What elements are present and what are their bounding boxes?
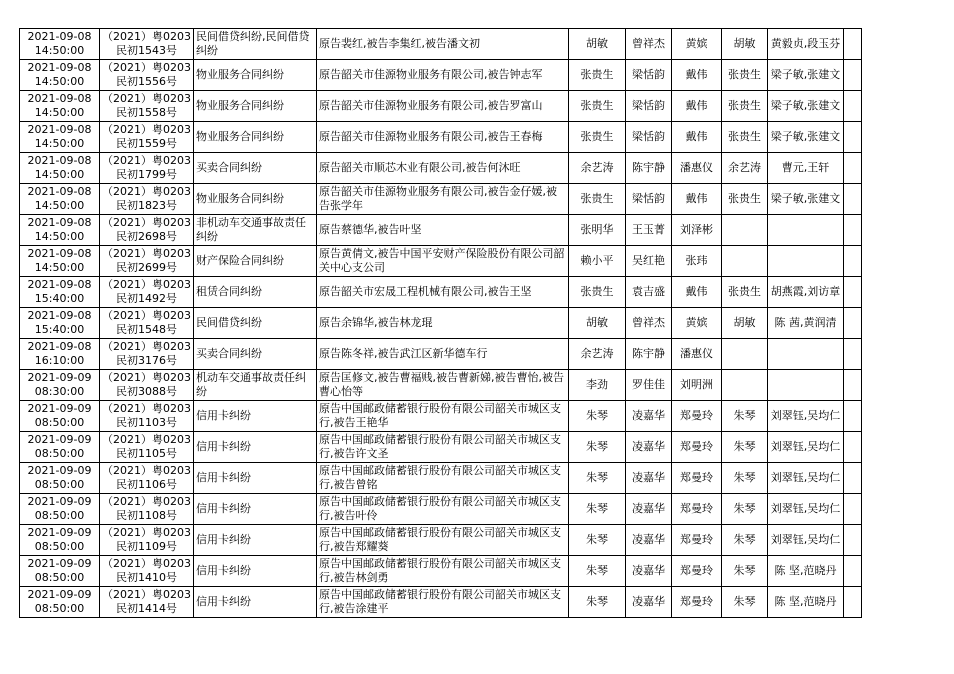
clerk-cell: 黄嫔 xyxy=(672,308,722,339)
panel-member-cell: 袁吉盛 xyxy=(626,277,672,308)
case-number-line: （2021）粤0203 xyxy=(102,154,191,167)
presiding-cell xyxy=(722,246,768,277)
table-row xyxy=(20,587,862,618)
table-row xyxy=(20,277,862,308)
case-number-cell xyxy=(100,153,194,184)
case-number-cell xyxy=(100,308,194,339)
hearing-time-line: 2021-09-08 xyxy=(27,154,92,167)
hearing-time-line: 2021-09-09 xyxy=(27,526,92,539)
hearing-time-line: 2021-09-08 xyxy=(27,61,92,74)
lawyers-cell: 陈 坚,范晓丹 xyxy=(768,587,844,618)
lawyers-cell: 陈 茜,黄润清 xyxy=(768,308,844,339)
case-cause-cell: 非机动车交通事故责任纠纷 xyxy=(194,215,317,246)
case-number-cell xyxy=(100,246,194,277)
case-cause-cell: 机动车交通事故责任纠纷 xyxy=(194,370,317,401)
blank-cell xyxy=(844,122,862,153)
table-row xyxy=(20,60,862,91)
hearing-time-line: 2021-09-08 xyxy=(27,30,92,43)
panel-member-cell: 曾祥杰 xyxy=(626,308,672,339)
blank-cell xyxy=(844,463,862,494)
case-number-cell xyxy=(100,401,194,432)
parties-cell: 原告裴红,被告李集红,被告潘文初 xyxy=(317,29,569,60)
case-number-line: 民初3176号 xyxy=(116,354,177,367)
case-cause-cell: 物业服务合同纠纷 xyxy=(194,122,317,153)
case-number-line: （2021）粤0203 xyxy=(102,278,191,291)
lawyers-cell: 梁子敏,张建文 xyxy=(768,184,844,215)
presiding-cell: 胡敏 xyxy=(722,308,768,339)
lawyers-cell xyxy=(768,370,844,401)
case-cause-cell: 买卖合同纠纷 xyxy=(194,153,317,184)
case-number-line: 民初1556号 xyxy=(116,75,177,88)
parties-cell: 原告匡修文,被告曹福贱,被告曹新娣,被告曹怡,被告曹心怡等 xyxy=(317,370,569,401)
table-row xyxy=(20,339,862,370)
case-number-line: （2021）粤0203 xyxy=(102,433,191,446)
case-number-cell xyxy=(100,29,194,60)
hearing-time-line: 08:30:00 xyxy=(34,385,85,398)
case-cause-cell: 民间借贷纠纷 xyxy=(194,308,317,339)
judge-cell: 张明华 xyxy=(569,215,626,246)
hearing-time-line: 14:50:00 xyxy=(34,168,85,181)
clerk-cell: 潘惠仪 xyxy=(672,339,722,370)
case-number-line: （2021）粤0203 xyxy=(102,92,191,105)
lawyers-cell xyxy=(768,215,844,246)
presiding-cell: 张贵生 xyxy=(722,60,768,91)
hearing-time-cell xyxy=(20,29,100,60)
hearing-time-line: 2021-09-09 xyxy=(27,433,92,446)
case-number-line: （2021）粤0203 xyxy=(102,371,191,384)
hearing-time-line: 15:40:00 xyxy=(34,292,85,305)
case-number-cell xyxy=(100,184,194,215)
presiding-cell: 余艺涛 xyxy=(722,153,768,184)
clerk-cell: 戴伟 xyxy=(672,277,722,308)
panel-member-cell: 凌嘉华 xyxy=(626,401,672,432)
case-cause-cell: 民间借贷纠纷,民间借贷纠纷 xyxy=(194,29,317,60)
case-cause-cell: 租赁合同纠纷 xyxy=(194,277,317,308)
table-row xyxy=(20,494,862,525)
hearing-time-line: 14:50:00 xyxy=(34,199,85,212)
parties-cell: 原告中国邮政储蓄银行股份有限公司韶关市城区支行,被告郑耀葵 xyxy=(317,525,569,556)
hearing-time-cell xyxy=(20,339,100,370)
case-number-line: 民初1105号 xyxy=(116,447,177,460)
case-cause-cell: 信用卡纠纷 xyxy=(194,556,317,587)
panel-member-cell: 梁恬韵 xyxy=(626,122,672,153)
hearing-time-line: 2021-09-08 xyxy=(27,278,92,291)
table-row xyxy=(20,308,862,339)
presiding-cell: 胡敏 xyxy=(722,29,768,60)
table-row xyxy=(20,525,862,556)
hearing-time-line: 15:40:00 xyxy=(34,323,85,336)
judge-cell: 张贵生 xyxy=(569,184,626,215)
hearing-time-line: 08:50:00 xyxy=(34,416,85,429)
clerk-cell: 郑曼玲 xyxy=(672,525,722,556)
case-number-line: 民初1108号 xyxy=(116,509,177,522)
table-row xyxy=(20,401,862,432)
blank-cell xyxy=(844,401,862,432)
blank-cell xyxy=(844,494,862,525)
parties-cell: 原告陈冬祥,被告武江区新华德车行 xyxy=(317,339,569,370)
case-number-line: （2021）粤0203 xyxy=(102,216,191,229)
case-cause-cell: 物业服务合同纠纷 xyxy=(194,91,317,122)
hearing-time-line: 2021-09-08 xyxy=(27,216,92,229)
lawyers-cell: 刘翠钰,吴均仁 xyxy=(768,432,844,463)
blank-cell xyxy=(844,556,862,587)
hearing-time-line: 14:50:00 xyxy=(34,75,85,88)
panel-member-cell: 王玉菁 xyxy=(626,215,672,246)
presiding-cell: 朱琴 xyxy=(722,525,768,556)
judge-cell: 朱琴 xyxy=(569,432,626,463)
hearing-time-line: 08:50:00 xyxy=(34,509,85,522)
case-number-cell xyxy=(100,587,194,618)
table-row xyxy=(20,556,862,587)
case-number-line: （2021）粤0203 xyxy=(102,309,191,322)
panel-member-cell: 吴红艳 xyxy=(626,246,672,277)
parties-cell: 原告韶关市佳源物业服务有限公司,被告罗富山 xyxy=(317,91,569,122)
parties-cell: 原告韶关市佳源物业服务有限公司,被告王春梅 xyxy=(317,122,569,153)
parties-cell: 原告韶关市顺芯木业有限公司,被告何沐旺 xyxy=(317,153,569,184)
clerk-cell: 潘惠仪 xyxy=(672,153,722,184)
hearing-time-cell xyxy=(20,277,100,308)
hearing-time-line: 08:50:00 xyxy=(34,602,85,615)
table-row xyxy=(20,463,862,494)
blank-cell xyxy=(844,60,862,91)
case-number-line: （2021）粤0203 xyxy=(102,526,191,539)
blank-cell xyxy=(844,339,862,370)
hearing-time-cell xyxy=(20,60,100,91)
hearing-time-line: 2021-09-09 xyxy=(27,588,92,601)
case-number-line: （2021）粤0203 xyxy=(102,30,191,43)
panel-member-cell: 凌嘉华 xyxy=(626,525,672,556)
blank-cell xyxy=(844,215,862,246)
case-number-cell xyxy=(100,463,194,494)
hearing-time-line: 2021-09-09 xyxy=(27,371,92,384)
panel-member-cell: 凌嘉华 xyxy=(626,587,672,618)
hearing-time-line: 2021-09-08 xyxy=(27,123,92,136)
clerk-cell: 戴伟 xyxy=(672,122,722,153)
case-cause-cell: 买卖合同纠纷 xyxy=(194,339,317,370)
hearing-time-line: 2021-09-09 xyxy=(27,495,92,508)
case-number-line: 民初1543号 xyxy=(116,44,177,57)
presiding-cell: 朱琴 xyxy=(722,587,768,618)
table-row xyxy=(20,91,862,122)
case-number-cell xyxy=(100,277,194,308)
clerk-cell: 戴伟 xyxy=(672,60,722,91)
parties-cell: 原告黄倩文,被告中国平安财产保险股份有限公司韶关中心支公司 xyxy=(317,246,569,277)
table-row xyxy=(20,370,862,401)
hearing-time-cell xyxy=(20,494,100,525)
hearing-time-line: 2021-09-09 xyxy=(27,402,92,415)
hearing-time-cell xyxy=(20,153,100,184)
table-row xyxy=(20,122,862,153)
hearing-schedule-table xyxy=(19,28,862,618)
hearing-time-line: 14:50:00 xyxy=(34,230,85,243)
case-cause-cell: 信用卡纠纷 xyxy=(194,432,317,463)
hearing-time-line: 08:50:00 xyxy=(34,478,85,491)
judge-cell: 朱琴 xyxy=(569,556,626,587)
parties-cell: 原告中国邮政储蓄银行股份有限公司韶关市城区支行,被告叶伶 xyxy=(317,494,569,525)
case-number-cell xyxy=(100,91,194,122)
panel-member-cell: 曾祥杰 xyxy=(626,29,672,60)
judge-cell: 张贵生 xyxy=(569,122,626,153)
case-number-line: （2021）粤0203 xyxy=(102,247,191,260)
hearing-time-line: 2021-09-08 xyxy=(27,340,92,353)
hearing-time-line: 2021-09-08 xyxy=(27,247,92,260)
panel-member-cell: 梁恬韵 xyxy=(626,91,672,122)
case-number-line: （2021）粤0203 xyxy=(102,61,191,74)
hearing-time-line: 2021-09-08 xyxy=(27,185,92,198)
table-row xyxy=(20,153,862,184)
judge-cell: 朱琴 xyxy=(569,587,626,618)
lawyers-cell: 黄毅贞,段玉芬 xyxy=(768,29,844,60)
table-row xyxy=(20,246,862,277)
blank-cell xyxy=(844,29,862,60)
parties-cell: 原告中国邮政储蓄银行股份有限公司韶关市城区支行,被告曾铭 xyxy=(317,463,569,494)
case-number-cell xyxy=(100,339,194,370)
blank-cell xyxy=(844,91,862,122)
lawyers-cell: 刘翠钰,吴均仁 xyxy=(768,494,844,525)
case-number-cell xyxy=(100,494,194,525)
panel-member-cell: 凌嘉华 xyxy=(626,463,672,494)
judge-cell: 张贵生 xyxy=(569,60,626,91)
hearing-time-line: 14:50:00 xyxy=(34,261,85,274)
case-number-line: （2021）粤0203 xyxy=(102,557,191,570)
blank-cell xyxy=(844,277,862,308)
panel-member-cell: 凌嘉华 xyxy=(626,556,672,587)
case-number-line: 民初2699号 xyxy=(116,261,177,274)
case-number-cell xyxy=(100,525,194,556)
clerk-cell: 戴伟 xyxy=(672,91,722,122)
parties-cell: 原告中国邮政储蓄银行股份有限公司韶关市城区支行,被告涂建平 xyxy=(317,587,569,618)
hearing-time-cell xyxy=(20,463,100,494)
hearing-time-cell xyxy=(20,587,100,618)
case-number-line: （2021）粤0203 xyxy=(102,464,191,477)
judge-cell: 胡敏 xyxy=(569,29,626,60)
case-number-line: （2021）粤0203 xyxy=(102,185,191,198)
parties-cell: 原告余锦华,被告林龙琨 xyxy=(317,308,569,339)
case-number-cell xyxy=(100,556,194,587)
presiding-cell: 张贵生 xyxy=(722,277,768,308)
case-number-line: （2021）粤0203 xyxy=(102,495,191,508)
case-number-line: 民初1548号 xyxy=(116,323,177,336)
table-row xyxy=(20,215,862,246)
hearing-time-line: 14:50:00 xyxy=(34,106,85,119)
case-cause-cell: 信用卡纠纷 xyxy=(194,525,317,556)
clerk-cell: 郑曼玲 xyxy=(672,556,722,587)
case-number-line: 民初1559号 xyxy=(116,137,177,150)
clerk-cell: 黄嫔 xyxy=(672,29,722,60)
case-cause-cell: 财产保险合同纠纷 xyxy=(194,246,317,277)
case-number-cell xyxy=(100,432,194,463)
case-number-line: 民初1492号 xyxy=(116,292,177,305)
clerk-cell: 刘泽彬 xyxy=(672,215,722,246)
parties-cell: 原告中国邮政储蓄银行股份有限公司韶关市城区支行,被告王艳华 xyxy=(317,401,569,432)
case-cause-cell: 信用卡纠纷 xyxy=(194,587,317,618)
panel-member-cell: 凌嘉华 xyxy=(626,494,672,525)
presiding-cell: 张贵生 xyxy=(722,184,768,215)
case-number-line: 民初3088号 xyxy=(116,385,177,398)
hearing-time-line: 2021-09-08 xyxy=(27,92,92,105)
panel-member-cell: 罗佳佳 xyxy=(626,370,672,401)
parties-cell: 原告韶关市佳源物业服务有限公司,被告金仔媛,被告张学年 xyxy=(317,184,569,215)
case-number-line: 民初1103号 xyxy=(116,416,177,429)
case-number-line: （2021）粤0203 xyxy=(102,588,191,601)
lawyers-cell: 刘翠钰,吴均仁 xyxy=(768,463,844,494)
blank-cell xyxy=(844,153,862,184)
parties-cell: 原告韶关市佳源物业服务有限公司,被告钟志军 xyxy=(317,60,569,91)
judge-cell: 张贵生 xyxy=(569,277,626,308)
hearing-time-cell xyxy=(20,525,100,556)
hearing-time-cell xyxy=(20,246,100,277)
blank-cell xyxy=(844,246,862,277)
presiding-cell: 朱琴 xyxy=(722,556,768,587)
parties-cell: 原告蔡德华,被告叶坚 xyxy=(317,215,569,246)
table-body xyxy=(20,29,862,618)
case-number-line: 民初2698号 xyxy=(116,230,177,243)
judge-cell: 朱琴 xyxy=(569,525,626,556)
case-number-cell xyxy=(100,370,194,401)
case-number-line: 民初1799号 xyxy=(116,168,177,181)
blank-cell xyxy=(844,308,862,339)
parties-cell: 原告韶关市宏晟工程机械有限公司,被告王坚 xyxy=(317,277,569,308)
panel-member-cell: 梁恬韵 xyxy=(626,184,672,215)
panel-member-cell: 陈宇静 xyxy=(626,153,672,184)
judge-cell: 朱琴 xyxy=(569,463,626,494)
hearing-time-cell xyxy=(20,122,100,153)
presiding-cell: 张贵生 xyxy=(722,91,768,122)
case-number-line: （2021）粤0203 xyxy=(102,340,191,353)
case-cause-cell: 物业服务合同纠纷 xyxy=(194,184,317,215)
hearing-time-cell xyxy=(20,184,100,215)
presiding-cell: 朱琴 xyxy=(722,401,768,432)
hearing-time-line: 14:50:00 xyxy=(34,44,85,57)
case-number-line: （2021）粤0203 xyxy=(102,402,191,415)
hearing-time-cell xyxy=(20,215,100,246)
blank-cell xyxy=(844,370,862,401)
clerk-cell: 郑曼玲 xyxy=(672,587,722,618)
case-cause-cell: 物业服务合同纠纷 xyxy=(194,60,317,91)
case-number-line: 民初1410号 xyxy=(116,571,177,584)
hearing-time-cell xyxy=(20,91,100,122)
judge-cell: 余艺涛 xyxy=(569,339,626,370)
clerk-cell: 刘明洲 xyxy=(672,370,722,401)
presiding-cell xyxy=(722,215,768,246)
panel-member-cell: 凌嘉华 xyxy=(626,432,672,463)
lawyers-cell: 胡燕霞,刘访章 xyxy=(768,277,844,308)
table-row xyxy=(20,29,862,60)
hearing-time-line: 08:50:00 xyxy=(34,571,85,584)
clerk-cell: 郑曼玲 xyxy=(672,432,722,463)
case-number-cell xyxy=(100,122,194,153)
hearing-time-cell xyxy=(20,308,100,339)
case-number-line: （2021）粤0203 xyxy=(102,123,191,136)
presiding-cell xyxy=(722,339,768,370)
case-number-line: 民初1414号 xyxy=(116,602,177,615)
judge-cell: 赖小平 xyxy=(569,246,626,277)
case-number-line: 民初1109号 xyxy=(116,540,177,553)
lawyers-cell: 梁子敏,张建文 xyxy=(768,122,844,153)
blank-cell xyxy=(844,587,862,618)
hearing-time-cell xyxy=(20,432,100,463)
judge-cell: 胡敏 xyxy=(569,308,626,339)
hearing-time-cell xyxy=(20,401,100,432)
clerk-cell: 戴伟 xyxy=(672,184,722,215)
panel-member-cell: 梁恬韵 xyxy=(626,60,672,91)
lawyers-cell: 刘翠钰,吴均仁 xyxy=(768,525,844,556)
table-row xyxy=(20,184,862,215)
parties-cell: 原告中国邮政储蓄银行股份有限公司韶关市城区支行,被告许文圣 xyxy=(317,432,569,463)
lawyers-cell xyxy=(768,339,844,370)
case-cause-cell: 信用卡纠纷 xyxy=(194,463,317,494)
case-number-line: 民初1558号 xyxy=(116,106,177,119)
lawyers-cell xyxy=(768,246,844,277)
case-cause-cell: 信用卡纠纷 xyxy=(194,401,317,432)
case-number-line: 民初1106号 xyxy=(116,478,177,491)
blank-cell xyxy=(844,184,862,215)
hearing-time-line: 2021-09-08 xyxy=(27,309,92,322)
judge-cell: 李劲 xyxy=(569,370,626,401)
clerk-cell: 张玮 xyxy=(672,246,722,277)
judge-cell: 朱琴 xyxy=(569,494,626,525)
lawyers-cell: 陈 坚,范晓丹 xyxy=(768,556,844,587)
lawyers-cell: 梁子敏,张建文 xyxy=(768,60,844,91)
judge-cell: 余艺涛 xyxy=(569,153,626,184)
presiding-cell: 张贵生 xyxy=(722,122,768,153)
hearing-time-line: 16:10:00 xyxy=(34,354,85,367)
presiding-cell: 朱琴 xyxy=(722,463,768,494)
presiding-cell xyxy=(722,370,768,401)
hearing-time-line: 2021-09-09 xyxy=(27,557,92,570)
case-number-cell xyxy=(100,60,194,91)
hearing-time-cell xyxy=(20,370,100,401)
judge-cell: 张贵生 xyxy=(569,91,626,122)
clerk-cell: 郑曼玲 xyxy=(672,401,722,432)
blank-cell xyxy=(844,432,862,463)
panel-member-cell: 陈宇静 xyxy=(626,339,672,370)
presiding-cell: 朱琴 xyxy=(722,432,768,463)
lawyers-cell: 刘翠钰,吴均仁 xyxy=(768,401,844,432)
presiding-cell: 朱琴 xyxy=(722,494,768,525)
clerk-cell: 郑曼玲 xyxy=(672,463,722,494)
clerk-cell: 郑曼玲 xyxy=(672,494,722,525)
case-number-cell xyxy=(100,215,194,246)
parties-cell: 原告中国邮政储蓄银行股份有限公司韶关市城区支行,被告林剑勇 xyxy=(317,556,569,587)
judge-cell: 朱琴 xyxy=(569,401,626,432)
hearing-time-line: 08:50:00 xyxy=(34,447,85,460)
hearing-time-line: 08:50:00 xyxy=(34,540,85,553)
hearing-time-line: 14:50:00 xyxy=(34,137,85,150)
hearing-time-line: 2021-09-09 xyxy=(27,464,92,477)
table-row xyxy=(20,432,862,463)
hearing-time-cell xyxy=(20,556,100,587)
case-number-line: 民初1823号 xyxy=(116,199,177,212)
lawyers-cell: 梁子敏,张建文 xyxy=(768,91,844,122)
blank-cell xyxy=(844,525,862,556)
case-cause-cell: 信用卡纠纷 xyxy=(194,494,317,525)
lawyers-cell: 曹元,王轩 xyxy=(768,153,844,184)
